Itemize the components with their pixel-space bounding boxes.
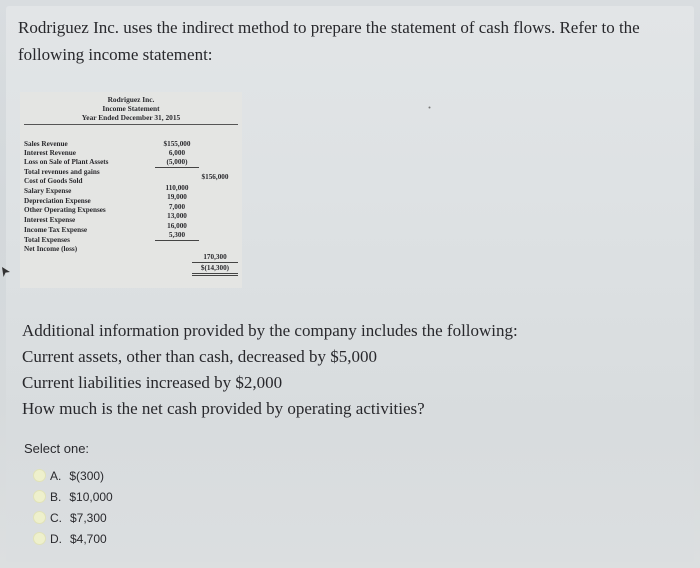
radio-unchecked-icon[interactable] <box>33 490 46 503</box>
additional-line-3: Current liabilities increased by $2,000 <box>22 373 283 392</box>
statement-title: Income Statement <box>102 104 160 113</box>
option-letter: A. <box>50 468 62 483</box>
statement-row-label: Income Tax Expense <box>24 226 88 234</box>
additional-line-2: Current assets, other than cash, decreased by $5,000 <box>22 347 377 366</box>
statement-row-label: Net Income (loss) <box>24 245 78 253</box>
statement-header <box>20 95 242 122</box>
additional-line-1: Additional information provided by the company includes the following: <box>22 321 518 340</box>
statement-row-label: Interest Revenue <box>24 149 76 157</box>
income-statement-image <box>20 92 242 288</box>
statement-row-amount: 13,000 <box>167 212 187 220</box>
statement-row-label: Salary Expense <box>24 187 72 195</box>
statement-row-label: Sales Revenue <box>24 140 68 148</box>
option-text: $(300) <box>69 468 105 483</box>
question-line-1: Rodriguez Inc. uses the indirect method to prepare the statement of cash flows. Refer to the <box>18 18 640 37</box>
statement-row-label: Interest Expense <box>24 216 76 224</box>
statement-row-amount: 110,000 <box>165 184 189 192</box>
radio-unchecked-icon[interactable] <box>33 511 46 524</box>
option-text: $4,700 <box>70 531 107 546</box>
statement-row-total: 170,300 <box>192 253 238 263</box>
option-c[interactable] <box>33 507 113 528</box>
statement-row-amount: 6,000 <box>168 149 186 157</box>
option-d[interactable] <box>33 528 113 549</box>
statement-row-total: $(14,300) <box>192 264 238 276</box>
option-letter: B. <box>50 489 62 504</box>
statement-row-label: Other Operating Expenses <box>24 206 106 214</box>
statement-row-label: Loss on Sale of Plant Assets <box>24 158 109 166</box>
option-text: $7,300 <box>70 510 107 525</box>
select-one-label: Select one: <box>24 441 90 456</box>
question-prompt: How much is the net cash provided by operating activities? <box>22 399 425 418</box>
statement-row-amount: 16,000 <box>167 222 187 230</box>
option-b[interactable] <box>33 486 113 507</box>
radio-unchecked-icon[interactable] <box>33 532 46 545</box>
statement-period: Year Ended December 31, 2015 <box>81 113 181 122</box>
cursor-arrow-icon <box>2 264 10 274</box>
statement-row-amount: $155,000 <box>163 140 191 148</box>
question-text <box>18 14 688 68</box>
statement-row-amount: 5,300 <box>155 231 199 241</box>
statement-company: Rodriguez Inc. <box>107 95 155 104</box>
statement-row-amount: (5,000) <box>155 158 199 168</box>
option-letter: D. <box>50 531 62 546</box>
option-text: $10,000 <box>69 489 113 504</box>
statement-row-label: Cost of Goods Sold <box>24 177 83 185</box>
stray-mark <box>428 96 431 99</box>
additional-information <box>22 318 518 422</box>
statement-row-total: $156,000 <box>201 173 229 181</box>
statement-row-label: Total Expenses <box>24 236 70 244</box>
option-a[interactable] <box>33 465 113 486</box>
statement-row-label: Total revenues and gains <box>24 168 100 176</box>
statement-row-amount: 7,000 <box>168 203 186 211</box>
statement-header-rule <box>24 124 238 125</box>
answer-options <box>33 465 113 549</box>
option-letter: C. <box>50 510 62 525</box>
radio-unchecked-icon[interactable] <box>33 469 46 482</box>
question-line-2: following income statement: <box>18 45 213 64</box>
statement-row-label: Depreciation Expense <box>24 197 91 205</box>
statement-row-amount: 19,000 <box>167 193 187 201</box>
